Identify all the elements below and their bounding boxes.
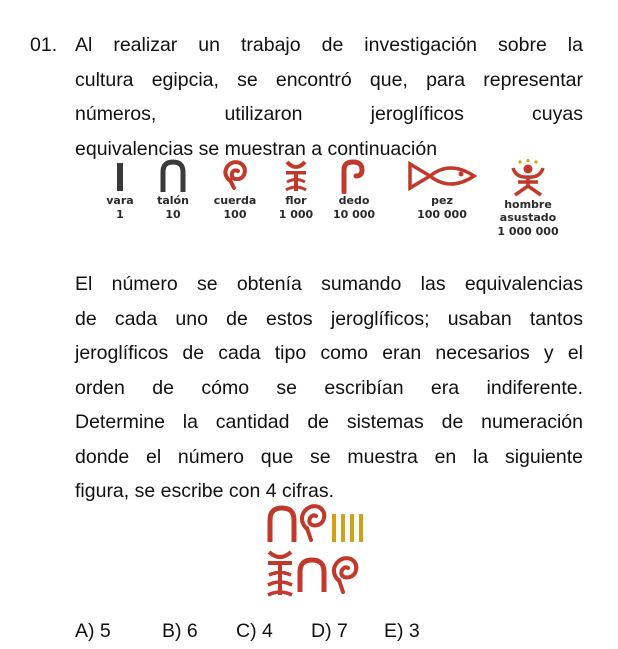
hieroglyph-legend — [90, 158, 590, 258]
glyph-value: 1 000 — [278, 208, 314, 221]
lotus-flower-icon — [268, 552, 292, 595]
rope-coil-icon — [217, 158, 253, 194]
glyph-hombre-asustado — [490, 158, 566, 239]
body-line: figura, se escribe con 4 cifras. — [75, 480, 335, 502]
glyph-value: 1 — [116, 208, 124, 221]
finger-icon — [336, 158, 372, 194]
glyph-name: cuerda — [213, 194, 257, 207]
intro-line: cultura egipcia, se encontró que, para representar — [75, 68, 583, 91]
glyph-name: pez — [431, 194, 453, 207]
body-line: El número se obtenía sumando las equivalencias — [75, 273, 583, 295]
staff-icon — [332, 514, 363, 542]
glyph-value: 1 000 000 — [497, 225, 559, 238]
glyph-name: vara — [106, 194, 134, 207]
option-letter: D) — [311, 620, 332, 642]
option-letter: A) — [75, 620, 95, 642]
glyph-name-line1: hombre — [504, 198, 552, 211]
glyph-name: talón — [157, 194, 189, 207]
option-value: 4 — [262, 620, 273, 642]
staff-icon — [110, 158, 130, 194]
body-line: donde el número que se muestra en la siguiente — [75, 445, 583, 468]
glyph-name-line2: asustado — [499, 211, 557, 224]
intro-line: Al realizar un trabajo de investigación sobre la — [75, 34, 583, 56]
glyph-name: flor — [285, 194, 307, 207]
option-value: 6 — [186, 620, 198, 642]
glyph-value: 10 000 — [332, 208, 376, 221]
heel-bone-icon — [270, 508, 294, 542]
lotus-flower-icon — [278, 158, 314, 194]
heel-bone-icon — [155, 158, 191, 194]
problem-number: 01. — [30, 34, 58, 56]
option-value: 5 — [99, 620, 111, 642]
option-letter: C) — [236, 620, 257, 642]
option-d[interactable] — [311, 618, 348, 644]
fish-icon — [406, 158, 478, 194]
astonished-man-icon — [508, 158, 548, 198]
body-line: jeroglíficos de cada tipo como eran necesarios y el — [75, 342, 583, 364]
heel-bone-icon — [300, 560, 324, 592]
hieroglyph-number-figure — [266, 500, 416, 600]
body-line: de cada uno de estos jeroglíficos; usaban tantos — [75, 307, 583, 330]
option-value: 3 — [408, 620, 420, 642]
option-a[interactable] — [75, 618, 111, 644]
option-b[interactable] — [162, 618, 198, 644]
glyph-value: 100 000 — [417, 208, 467, 221]
glyph-dedo — [316, 158, 392, 222]
option-value: 7 — [337, 620, 348, 642]
option-e[interactable] — [384, 618, 420, 644]
glyph-value: 100 — [223, 208, 247, 221]
glyph-value: 10 — [165, 208, 181, 221]
option-letter: B) — [162, 620, 182, 642]
option-c[interactable] — [236, 618, 273, 644]
body-line: Determine la cantidad de sistemas de numeración — [75, 411, 583, 433]
rope-coil-icon — [302, 506, 324, 540]
body-line: orden de cómo se escribían era indiferente. — [75, 376, 583, 399]
intro-line: equivalencias se muestran a continuación — [75, 137, 438, 160]
hieroglyph-number-drawing — [266, 500, 416, 600]
glyph-pez — [390, 158, 494, 222]
glyph-name: dedo — [338, 194, 370, 207]
rope-coil-icon — [334, 558, 356, 592]
option-letter: E) — [384, 620, 404, 642]
intro-line: números, utilizaron jeroglíficos cuyas — [75, 103, 583, 125]
